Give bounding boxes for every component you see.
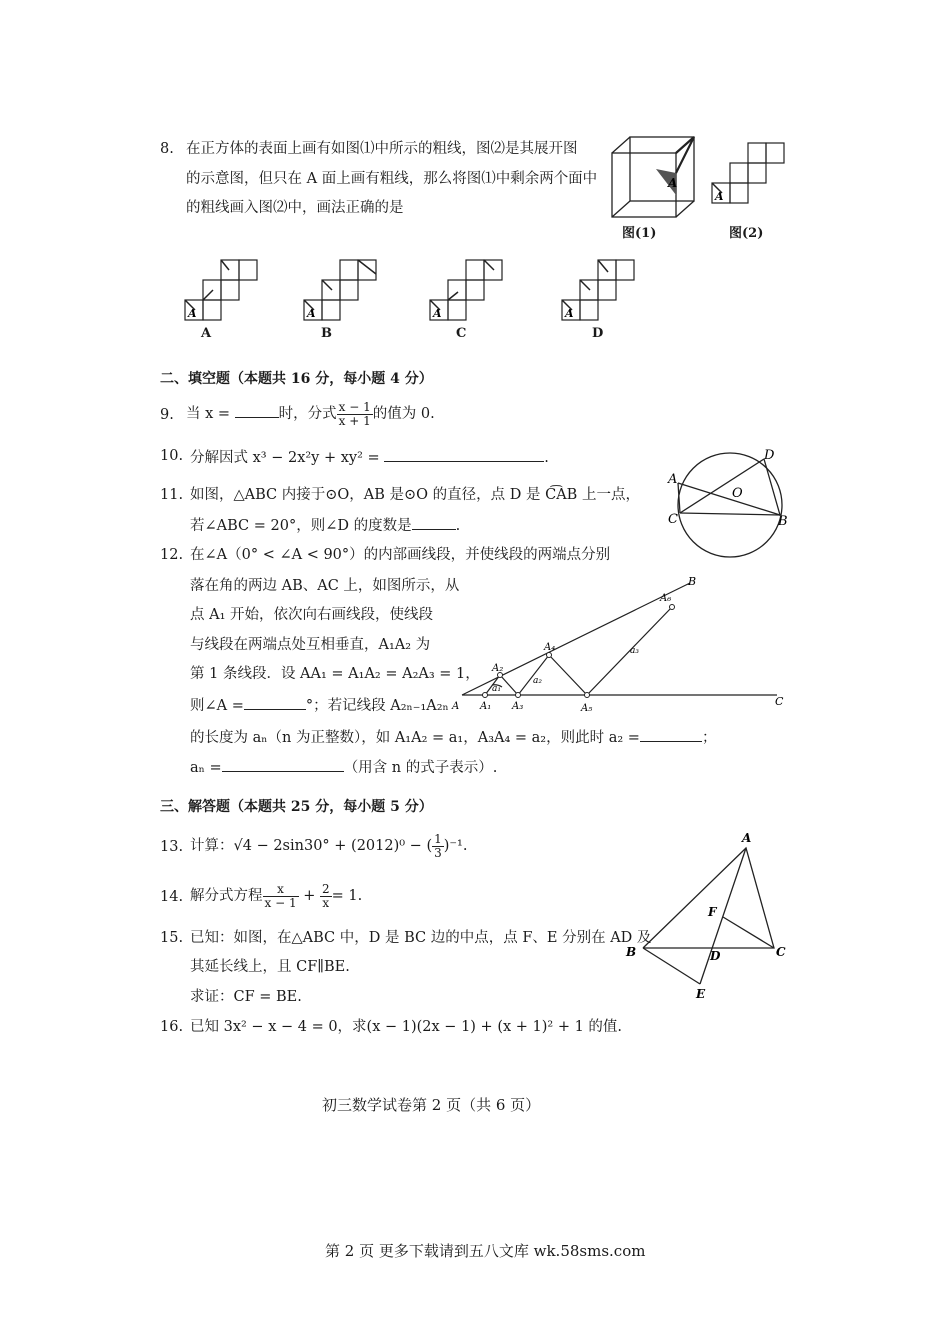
q8-option-b-figure[interactable] <box>302 260 378 322</box>
q15-number: 15. <box>160 930 184 946</box>
q11-number: 11. <box>160 487 184 503</box>
q14-line: 解分式方程 $\frac{x}{x - 1}$ + $\frac{2}{x}$ = 1. <box>190 881 363 910</box>
q8-text-line1: 在正方体的表面上画有如图⑴中所示的粗线，图⑵是其展开图 <box>186 141 578 157</box>
q9-number: 9. <box>160 407 174 423</box>
section2-title: 二、填空题（本题共 16 分，每小题 4 分） <box>160 371 433 387</box>
q8-cube-figure <box>610 135 700 225</box>
q11-text-line1: 如图，△ABC 内接于⊙O，AB 是⊙O 的直径，点 D 是 C͡AB 上一点， <box>190 487 640 503</box>
section3-title: 三、解答题（本题共 25 分，每小题 5 分） <box>160 799 433 815</box>
svg-text:B: B <box>626 945 637 959</box>
svg-text:F: F <box>708 905 717 919</box>
svg-text:A₃: A₃ <box>512 701 524 712</box>
q14-number: 14. <box>160 889 184 905</box>
q9-answer-blank[interactable] <box>235 403 279 418</box>
svg-text:A: A <box>715 190 724 203</box>
q8-option-c-figure[interactable] <box>428 260 504 322</box>
svg-text:A: A <box>452 701 460 712</box>
q10-line: 分解因式 x³ − 2x²y + xy² = . <box>190 447 549 467</box>
q10-number: 10. <box>160 448 184 464</box>
svg-text:A₄: A₄ <box>544 642 556 653</box>
svg-text:E: E <box>696 987 706 1001</box>
q16-text: 已知 3x² − x − 4 = 0，求(x − 1)(2x − 1) + (x + 1)² + 1 的值. <box>190 1019 623 1035</box>
q11-circle-figure <box>668 445 798 565</box>
q15-text-line2: 其延长线上，且 CF∥BE. <box>190 959 350 975</box>
svg-text:A: A <box>668 472 678 487</box>
bottom-download-note: 第 2 页 更多下载请到五八文库 wk.58sms.com <box>325 1242 646 1260</box>
svg-text:A₆: A₆ <box>660 593 672 604</box>
q15-text-line1: 已知：如图，在△ABC 中，D 是 BC 边的中点，点 F、E 分别在 AD 及 <box>190 930 652 946</box>
svg-text:D: D <box>710 949 721 963</box>
q12-a2-blank[interactable] <box>640 727 702 742</box>
q15-triangle-figure <box>626 828 796 1000</box>
q12-angle-figure <box>452 575 792 715</box>
q12-text-line5: 第 1 条线段．设 AA₁ = A₁A₂ = A₂A₃ = 1， <box>190 666 480 682</box>
q10-answer-blank[interactable] <box>384 447 544 462</box>
svg-text:a₂: a₂ <box>533 676 542 686</box>
q13-number: 13. <box>160 839 184 855</box>
q16-number: 16. <box>160 1019 184 1035</box>
svg-text:A: A <box>742 831 752 845</box>
svg-text:C: C <box>775 695 784 708</box>
svg-text:a₃: a₃ <box>630 646 639 656</box>
q12-text-line6: 则∠A = °；若记线段 A₂ₙ₋₁A₂ₙ <box>190 695 449 715</box>
q12-text-line8: aₙ = （用含 n 的式子表示）. <box>190 757 497 777</box>
q12-an-blank[interactable] <box>222 757 344 772</box>
svg-text:a₁: a₁ <box>492 684 501 694</box>
q12-text-line3: 点 A₁ 开始，依次向右画线段，使线段 <box>190 607 434 623</box>
svg-text:A₁: A₁ <box>480 701 492 712</box>
svg-text:C: C <box>668 512 678 527</box>
q12-number: 12. <box>160 547 184 563</box>
svg-text:B: B <box>688 575 697 588</box>
q8-option-b-label: B <box>321 326 332 341</box>
q8-option-c-label: C <box>456 326 467 341</box>
q11-text-line2: 若∠ABC = 20°，则∠D 的度数是 . <box>190 515 460 535</box>
svg-text:O: O <box>732 486 743 501</box>
q8-option-a-label: A <box>201 326 212 341</box>
q8-option-d-label: D <box>592 326 604 341</box>
svg-text:C: C <box>776 945 786 959</box>
q15-text-line3: 求证：CF = BE. <box>190 989 302 1005</box>
svg-text:B: B <box>778 514 788 529</box>
svg-text:A: A <box>433 307 442 320</box>
q8-text-line2: 的示意图，但只在 A 面上画有粗线，那么将图⑴中剩余两个面中 <box>186 171 598 187</box>
page-footer: 初三数学试卷第 2 页（共 6 页） <box>322 1096 541 1114</box>
q11-answer-blank[interactable] <box>412 515 456 530</box>
q12-text-line1: 在∠A（0° < ∠A < 90°）的内部画线段，并使线段的两端点分别 <box>190 547 611 563</box>
q12-text-line7: 的长度为 aₙ（n 为正整数），如 A₁A₂ = a₁，A₃A₄ = a₂，则此时 a₂ = ； <box>190 727 716 747</box>
svg-text:A₅: A₅ <box>581 703 593 714</box>
q8-number: 8. <box>160 141 174 157</box>
svg-text:A: A <box>188 307 197 320</box>
q8-option-a-figure[interactable] <box>183 260 259 322</box>
q9-line: 当 x = 时，分式 $\frac{x - 1}{x + 1}$ 的值为 0. <box>186 399 435 428</box>
svg-text:D: D <box>764 448 775 463</box>
q12-text-line2: 落在角的两边 AB、AC 上，如图所示，从 <box>190 578 460 594</box>
q13-line: 计算：√4 − 2sin30° + (2012)⁰ − ( $\frac{1}{3}$ )⁻¹. <box>190 831 468 860</box>
svg-text:A: A <box>307 307 316 320</box>
q12-angle-blank[interactable] <box>244 695 306 710</box>
q8-fig1-caption: 图(1) <box>622 226 657 241</box>
q8-option-d-figure[interactable] <box>560 260 636 322</box>
svg-text:A: A <box>565 307 574 320</box>
q8-net-figure <box>710 143 790 205</box>
q8-fig2-caption: 图(2) <box>729 226 764 241</box>
cube-face-label: A <box>668 176 678 190</box>
svg-text:A₂: A₂ <box>492 663 504 674</box>
q12-text-line4: 与线段在两端点处互相垂直，A₁A₂ 为 <box>190 637 431 653</box>
q8-text-line3: 的粗线画入图⑵中，画法正确的是 <box>186 200 404 216</box>
